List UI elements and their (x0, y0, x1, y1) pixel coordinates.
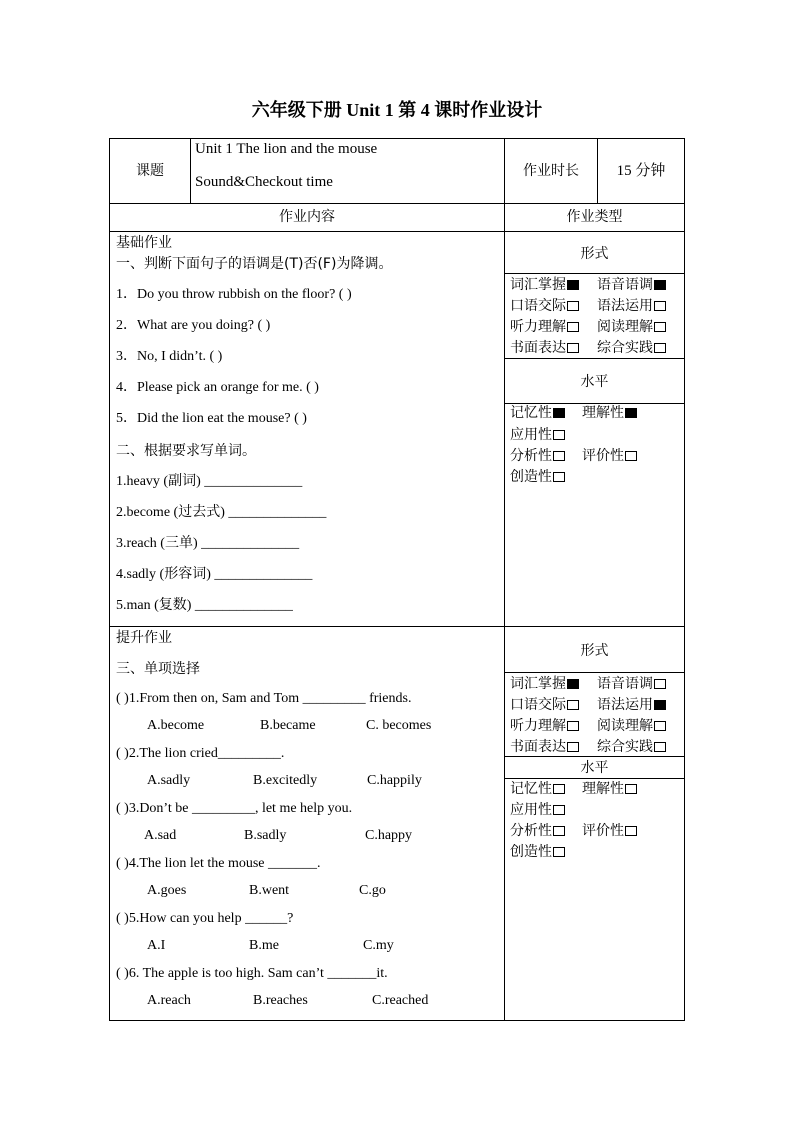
form-check-item[interactable] (510, 276, 579, 294)
part1-item: 5．Did the lion eat the mouse? ( ) (116, 411, 307, 426)
checkbox-icon[interactable] (567, 301, 579, 311)
form-check-item[interactable] (597, 339, 666, 357)
checkbox-icon[interactable] (654, 721, 666, 731)
form-check-item[interactable] (597, 318, 666, 336)
page-title: 六年级下册 Unit 1 第 4 课时作业设计 (251, 100, 543, 120)
form-check-item[interactable] (597, 717, 666, 735)
checked-box-icon[interactable] (654, 700, 666, 710)
level-check-label: 创造性 (510, 469, 552, 485)
question-option: A.sadly (147, 773, 191, 788)
level-check-label: 创造性 (510, 844, 552, 860)
level-check-label: 记忆性 (510, 405, 552, 421)
form-check-item[interactable] (597, 297, 666, 315)
checkbox-icon[interactable] (625, 826, 637, 836)
form-check-item[interactable] (510, 318, 579, 336)
form-check-item[interactable] (597, 738, 666, 756)
question-option: B.reaches (253, 993, 308, 1008)
checked-box-icon[interactable] (625, 408, 637, 418)
advanced-form-label: 形式 (580, 643, 609, 659)
part2-item: 3.reach (三单) ______________ (116, 536, 300, 551)
duration-value: 15 分钟 (616, 163, 666, 179)
topic-label: 课题 (136, 163, 164, 179)
checkbox-icon[interactable] (567, 742, 579, 752)
form-check-label: 书面表达 (510, 739, 566, 755)
form-check-label: 语音语调 (597, 277, 653, 293)
form-check-label: 综合实践 (597, 340, 653, 356)
basic-level-label: 水平 (580, 374, 609, 390)
part1-item: 4．Please pick an orange for me. ( ) (116, 380, 319, 395)
content-column-header: 作业内容 (279, 209, 335, 225)
form-check-label: 口语交际 (510, 697, 566, 713)
question-option: C.go (359, 883, 386, 898)
checkbox-icon[interactable] (654, 322, 666, 332)
topic-title-line2: Sound&Checkout time (195, 174, 333, 190)
checkbox-icon[interactable] (654, 343, 666, 353)
form-check-item[interactable] (510, 738, 579, 756)
question-option: A.goes (147, 883, 187, 898)
checkbox-icon[interactable] (553, 847, 565, 857)
topic-title-line1: Unit 1 The lion and the mouse (195, 141, 378, 157)
checkbox-icon[interactable] (553, 430, 565, 440)
part2-item: 5.man (复数) ______________ (116, 598, 293, 613)
form-check-label: 听力理解 (510, 718, 566, 734)
level-check-label: 记忆性 (510, 781, 552, 797)
question-option: B.sadly (244, 828, 287, 843)
part2-item: 1.heavy (副词) ______________ (116, 474, 303, 489)
form-check-label: 词汇掌握 (510, 676, 566, 692)
advanced-level-label: 水平 (580, 760, 609, 776)
question-stem: ( )4.The lion let the mouse _______. (116, 856, 321, 871)
question-option: C.happily (367, 773, 422, 788)
question-option: A.sad (144, 828, 177, 843)
part1-title: 一、判断下面句子的语调是(T)否(F)为降调。 (116, 256, 393, 272)
question-stem: ( )2.The lion cried_________. (116, 746, 285, 761)
form-check-item[interactable] (597, 696, 666, 714)
checked-box-icon[interactable] (567, 679, 579, 689)
question-option: A.I (147, 938, 166, 953)
checkbox-icon[interactable] (567, 700, 579, 710)
form-check-item[interactable] (510, 297, 579, 315)
part2-title: 二、根据要求写单词。 (116, 443, 256, 459)
level-check-item[interactable] (510, 822, 565, 840)
level-check-label: 理解性 (582, 405, 624, 421)
checkbox-icon[interactable] (625, 784, 637, 794)
form-check-label: 听力理解 (510, 319, 566, 335)
checkbox-icon[interactable] (553, 784, 565, 794)
form-check-item[interactable] (510, 675, 579, 693)
form-check-item[interactable] (510, 696, 579, 714)
level-check-item[interactable] (582, 404, 637, 422)
checkbox-icon[interactable] (553, 805, 565, 815)
form-check-item[interactable] (510, 339, 579, 357)
level-check-item[interactable] (582, 780, 637, 798)
level-check-item[interactable] (510, 843, 565, 861)
level-check-label: 评价性 (582, 448, 624, 464)
level-check-item[interactable] (510, 780, 565, 798)
checked-box-icon[interactable] (553, 408, 565, 418)
advanced-heading: 提升作业 (116, 630, 172, 646)
level-check-item[interactable] (582, 822, 637, 840)
basic-form-label: 形式 (580, 246, 609, 262)
part1-item: 3．No, I didn’t. ( ) (116, 349, 223, 364)
question-stem: ( )6. The apple is too high. Sam can’t _______it. (116, 966, 388, 981)
checkbox-icon[interactable] (654, 742, 666, 752)
part1-item: 2．What are you doing? ( ) (116, 318, 271, 333)
part2-item: 2.become (过去式) ______________ (116, 505, 327, 520)
checkbox-icon[interactable] (567, 343, 579, 353)
question-option: B.excitedly (253, 773, 318, 788)
question-option: C.reached (372, 993, 429, 1008)
checked-box-icon[interactable] (654, 280, 666, 290)
level-check-item[interactable] (510, 404, 565, 422)
duration-label: 作业时长 (523, 163, 579, 179)
form-check-label: 书面表达 (510, 340, 566, 356)
form-check-label: 综合实践 (597, 739, 653, 755)
checkbox-icon[interactable] (553, 451, 565, 461)
question-option: C. becomes (366, 718, 432, 733)
question-option: A.become (147, 718, 205, 733)
question-option: B.me (249, 938, 279, 953)
level-check-label: 理解性 (582, 781, 624, 797)
level-check-label: 应用性 (510, 427, 552, 443)
question-stem: ( )5.How can you help ______? (116, 911, 294, 926)
checkbox-icon[interactable] (553, 472, 565, 482)
checked-box-icon[interactable] (567, 280, 579, 290)
checkbox-icon[interactable] (654, 301, 666, 311)
level-check-label: 分析性 (510, 823, 552, 839)
form-check-label: 阅读理解 (597, 718, 653, 734)
level-check-item[interactable] (510, 426, 565, 444)
question-option: B.became (260, 718, 316, 733)
checkbox-icon[interactable] (567, 721, 579, 731)
question-option: B.went (249, 883, 290, 898)
part2-item: 4.sadly (形容词) ______________ (116, 567, 313, 582)
checkbox-icon[interactable] (625, 451, 637, 461)
form-check-item[interactable] (597, 276, 666, 294)
checkbox-icon[interactable] (553, 826, 565, 836)
form-check-item[interactable] (597, 675, 666, 693)
form-check-label: 语法运用 (597, 298, 653, 314)
basic-heading: 基础作业 (116, 235, 172, 251)
part3-title: 三、单项选择 (116, 661, 200, 677)
question-stem: ( )3.Don’t be _________, let me help you. (116, 801, 353, 816)
form-check-label: 语音语调 (597, 676, 653, 692)
level-check-item[interactable] (582, 447, 637, 465)
question-stem: ( )1.From then on, Sam and Tom _________ friends. (116, 691, 412, 706)
question-option: A.reach (147, 993, 191, 1008)
type-column-header: 作业类型 (566, 209, 623, 225)
level-check-label: 评价性 (582, 823, 624, 839)
checkbox-icon[interactable] (654, 679, 666, 689)
level-check-label: 分析性 (510, 448, 552, 464)
part1-item: 1．Do you throw rubbish on the floor? ( ) (116, 287, 352, 302)
level-check-item[interactable] (510, 468, 565, 486)
question-option: C.happy (365, 828, 413, 843)
form-check-item[interactable] (510, 717, 579, 735)
form-check-label: 语法运用 (597, 697, 653, 713)
question-option: C.my (363, 938, 394, 953)
form-check-label: 口语交际 (510, 298, 566, 314)
form-check-label: 阅读理解 (597, 319, 653, 335)
level-check-item[interactable] (510, 801, 565, 819)
level-check-item[interactable] (510, 447, 565, 465)
form-check-label: 词汇掌握 (510, 277, 566, 293)
level-check-label: 应用性 (510, 802, 552, 818)
checkbox-icon[interactable] (567, 322, 579, 332)
